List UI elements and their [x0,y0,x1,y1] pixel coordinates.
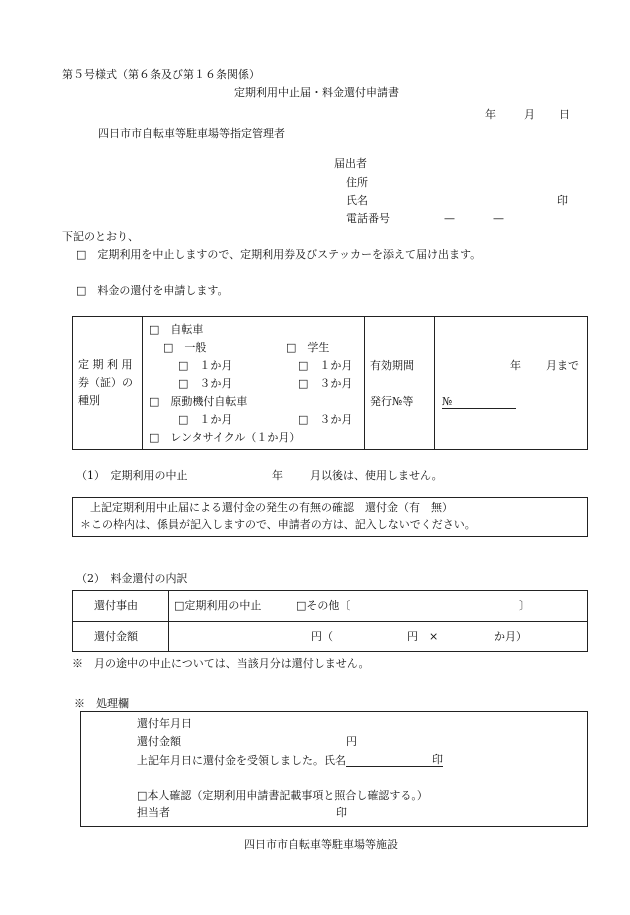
staff-label: 担当者 [137,806,170,819]
date-day: 日 [559,108,570,121]
option-bicycle[interactable]: □ 自転車 [149,323,204,336]
applicant-phone-label: 電話番号 [346,212,390,225]
processing-receipt-text: 上記年月日に還付金を受領しました。氏名 [137,754,346,767]
processing-label: ※ 処理欄 [74,697,129,710]
option-student-1month[interactable]: □ １か月 [298,359,353,372]
amount-yen: 円（ [311,630,333,643]
amount-unit: 円 × [407,630,439,643]
addressee: 四日市市自転車等駐車場等指定管理者 [98,127,285,140]
valid-year: 年 [510,359,521,372]
pass-type-label-line2: 券（証）の [78,376,133,389]
option-moped[interactable]: □ 原動機付自転車 [149,395,248,408]
option-student[interactable]: □ 学生 [286,341,330,354]
refund-amount-label: 還付金額 [94,630,138,643]
receipt-name-field[interactable] [346,754,432,767]
applicant-seal: 印 [557,194,568,207]
staff-note-line2: ＊この枠内は、係員が記入しますので、申請者の方は、記入しないでください。 [80,518,476,531]
refund-reason-label: 還付事由 [94,599,138,612]
processing-receipt [137,753,443,767]
valid-until: 月まで [546,359,579,372]
option-student-3month[interactable]: □ ３か月 [298,377,353,390]
issue-number-label: 発行№等 [370,395,414,408]
option-general-1month[interactable]: □ １か月 [178,359,233,372]
pass-type-label-line1: 定 期 利 用 [78,358,133,371]
section1-year: 年 [272,469,283,482]
option-moped-3month[interactable]: □ ３か月 [298,413,353,426]
section1-label: （1） 定期利用の中止 [76,469,188,482]
applicant-address-label: 住所 [346,176,368,189]
form-number: 第５号様式（第６条及び第１６条関係） [62,68,260,81]
pass-type-label-line3: 種別 [78,394,100,407]
option-rental-cycle[interactable]: □ レンタサイクル（１か月） [149,431,301,444]
processing-yen: 円 [346,735,357,748]
footer-facility: 四日市市自転車等駐車場等施設 [244,838,398,851]
option-moped-1month[interactable]: □ １か月 [178,413,233,426]
staff-seal: 印 [336,806,347,819]
section1-after: 月以後は、使用しません。 [310,469,443,482]
amount-months: か月） [494,630,527,643]
issue-number-field[interactable] [442,395,516,409]
checkbox-stop-usage[interactable]: □ 定期利用を中止しますので、定期利用券及びステッカーを添えて届け出ます。 [76,248,482,261]
mid-month-note: ※ 月の途中の中止については、当該月分は還付しません。 [72,657,370,670]
phone-dash-2: — [493,212,504,225]
applicant-label: 届出者 [334,157,367,170]
processing-amount: 還付金額 [137,735,181,748]
processing-receipt-seal: 印 [432,753,443,766]
intro-text: 下記のとおり、 [62,230,139,243]
checkbox-refund-request[interactable]: □ 料金の還付を申請します。 [76,284,229,297]
issue-number-value: № [442,395,516,409]
identity-confirmation[interactable]: □本人確認（定期利用申請書記載事項と照合し確認する。） [137,789,428,802]
date-year: 年 [485,108,496,121]
phone-dash-1: — [444,212,455,225]
staff-note-line1: 上記定期利用中止届による還付金の発生の有無の確認 還付金（有 無） [90,501,453,514]
reason-stop-usage[interactable]: □定期利用の中止 [174,599,262,612]
option-general[interactable]: □ 一般 [163,341,207,354]
date-month: 月 [524,108,535,121]
processing-date: 還付年月日 [137,717,192,730]
option-general-3month[interactable]: □ ３か月 [178,377,233,390]
applicant-name-label: 氏名 [346,194,368,207]
valid-period-label: 有効期間 [370,359,414,372]
reason-close-bracket: 〕 [519,599,530,612]
form-title: 定期利用中止届・料金還付申請書 [234,86,399,99]
section2-label: （2） 料金還付の内訳 [76,572,188,585]
reason-other[interactable]: □その他〔 [296,599,351,612]
